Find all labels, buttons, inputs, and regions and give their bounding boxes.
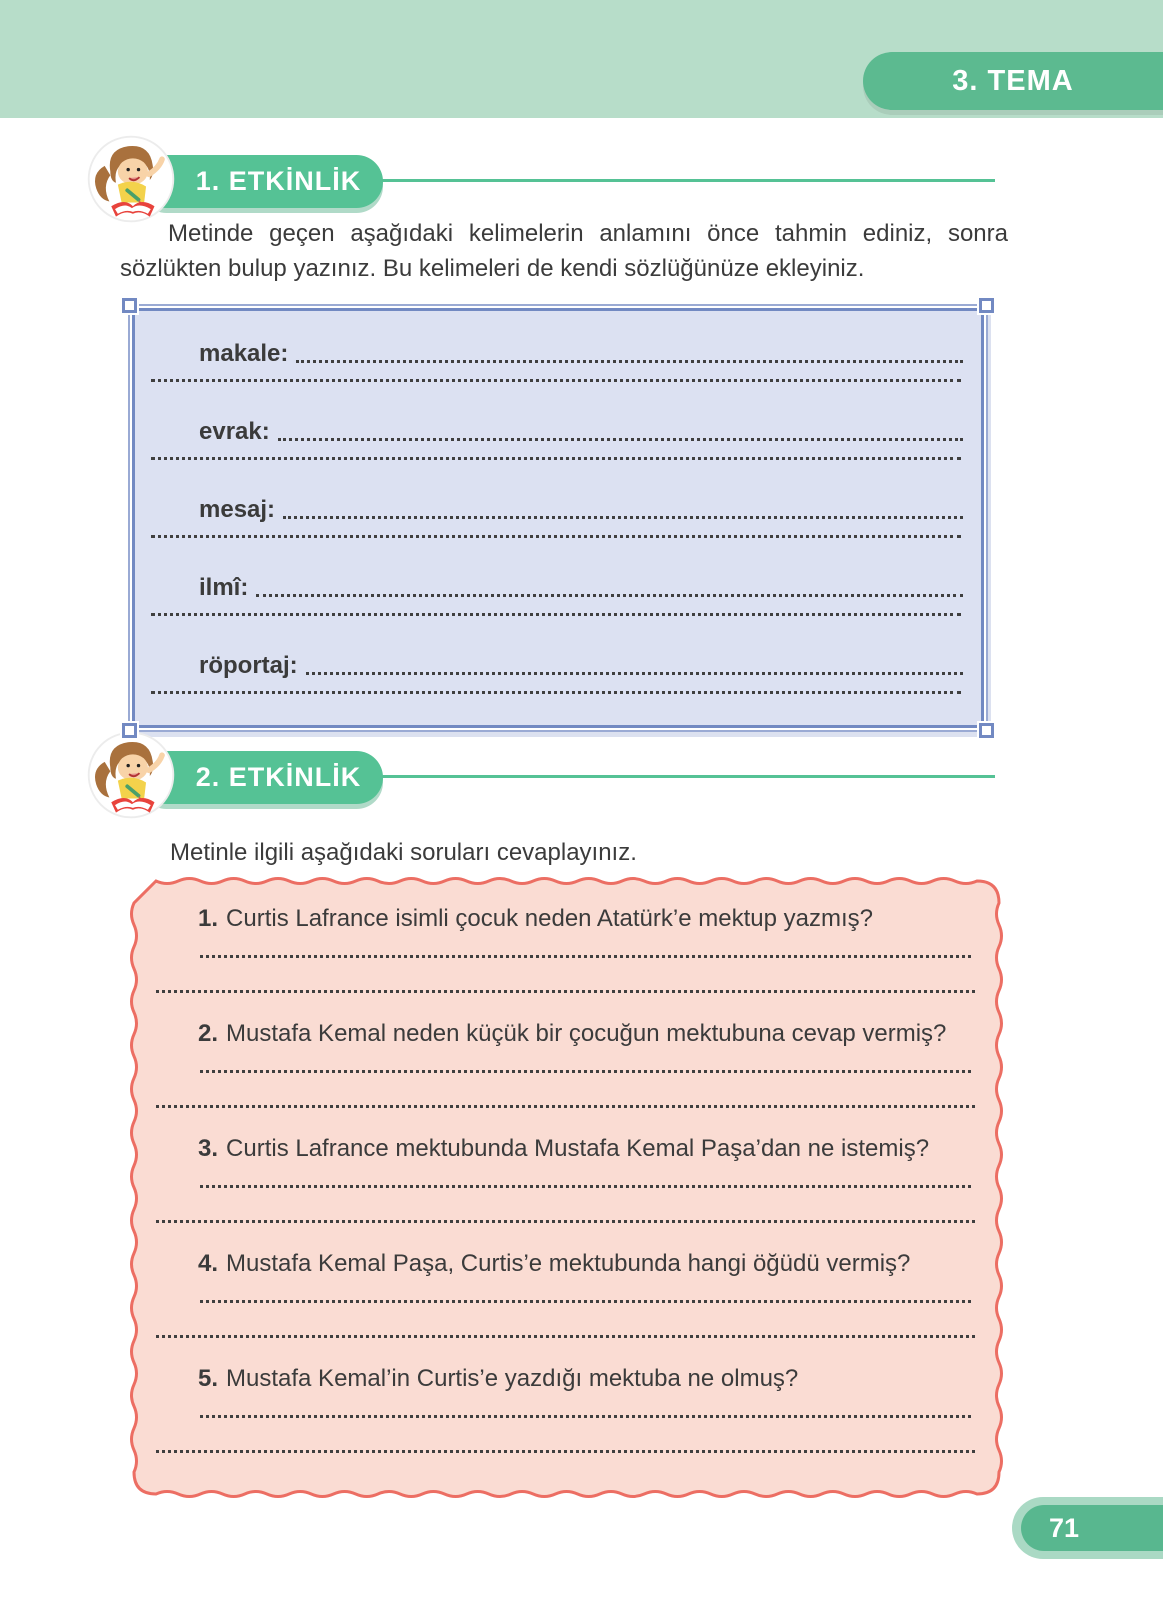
answer-line [151,535,961,538]
question-text: Mustafa Kemal neden küçük bir çocuğun mektubuna cevap vermiş? [226,1020,947,1047]
top-band [0,0,1163,118]
vocab-entry [149,337,967,382]
header-rule [370,775,995,778]
question-block [156,1250,975,1338]
answer-line [200,1415,971,1418]
answer-line [296,360,963,363]
question-block [156,1020,975,1108]
questions-content [128,875,1005,1453]
corner-ornament-icon [122,298,137,313]
word-label: mesaj: [199,496,276,523]
answer-line [278,438,963,441]
corner-ornament-icon [979,723,994,738]
question-text: Mustafa Kemal Paşa, Curtis’e mektubunda hangi öğüdü vermiş? [226,1250,911,1277]
answer-line [151,379,961,382]
activity-2-instruction: Metinle ilgili aşağıdaki soruları cevaplayınız. [170,839,637,866]
question-block [156,905,975,993]
theme-tab-label: 3. TEMA [952,64,1074,97]
question-number: 3. [198,1135,219,1162]
question-block [156,1365,975,1453]
corner-ornament-icon [979,298,994,313]
question-text: Curtis Lafrance isimli çocuk neden Atatürk’e mektup yazmış? [226,905,873,932]
word-label: röportaj: [199,652,298,679]
answer-line [156,1450,975,1453]
answer-line [156,1220,975,1223]
word-label: makale: [199,340,289,367]
answer-line [200,1185,971,1188]
word-label: ilmî: [199,574,249,601]
activity-1-header-label: 1. ETKİNLİK [195,166,362,196]
mascot-girl-icon [84,132,178,226]
mascot-girl-icon [84,728,178,822]
questions-box [128,875,1005,1500]
vocab-entry [149,493,967,538]
page-number-badge-inner [1021,1505,1163,1551]
header-rule [370,179,995,182]
vocab-entry [149,571,967,616]
corner-ornament-icon [122,723,137,738]
answer-line [283,516,963,519]
question-number: 2. [198,1020,219,1047]
word-label: evrak: [199,418,270,445]
answer-line [156,990,975,993]
vocab-entry [149,415,967,460]
answer-line [151,613,961,616]
question-text: Curtis Lafrance mektubunda Mustafa Kemal Paşa’dan ne istemiş? [226,1135,930,1162]
answer-line [256,594,963,597]
answer-line [200,1300,971,1303]
question-number: 5. [198,1365,219,1392]
activity-2-header-label: 2. ETKİNLİK [195,762,362,792]
answer-line [200,955,971,958]
answer-line [151,691,961,694]
question-block [156,1135,975,1223]
answer-line [156,1105,975,1108]
answer-line [151,457,961,460]
vocabulary-box [132,308,984,728]
question-number: 4. [198,1250,219,1277]
question-number: 1. [198,905,219,932]
answer-line [156,1335,975,1338]
answer-line [306,672,963,675]
page-number-badge [1012,1497,1163,1559]
page-number: 71 [1048,1512,1080,1543]
vocab-entry [149,649,967,694]
activity-1-instruction: Metinde geçen aşağıdaki kelimelerin anlamını önce tahmin ediniz, sonra sözlükten bulup yazınız. Bu kelimeleri de kendi sözlüğünüze ekleyiniz. [120,220,1008,282]
theme-tab [863,52,1163,110]
question-text: Mustafa Kemal’in Curtis’e yazdığı mektuba ne olmuş? [226,1365,799,1392]
answer-line [200,1070,971,1073]
